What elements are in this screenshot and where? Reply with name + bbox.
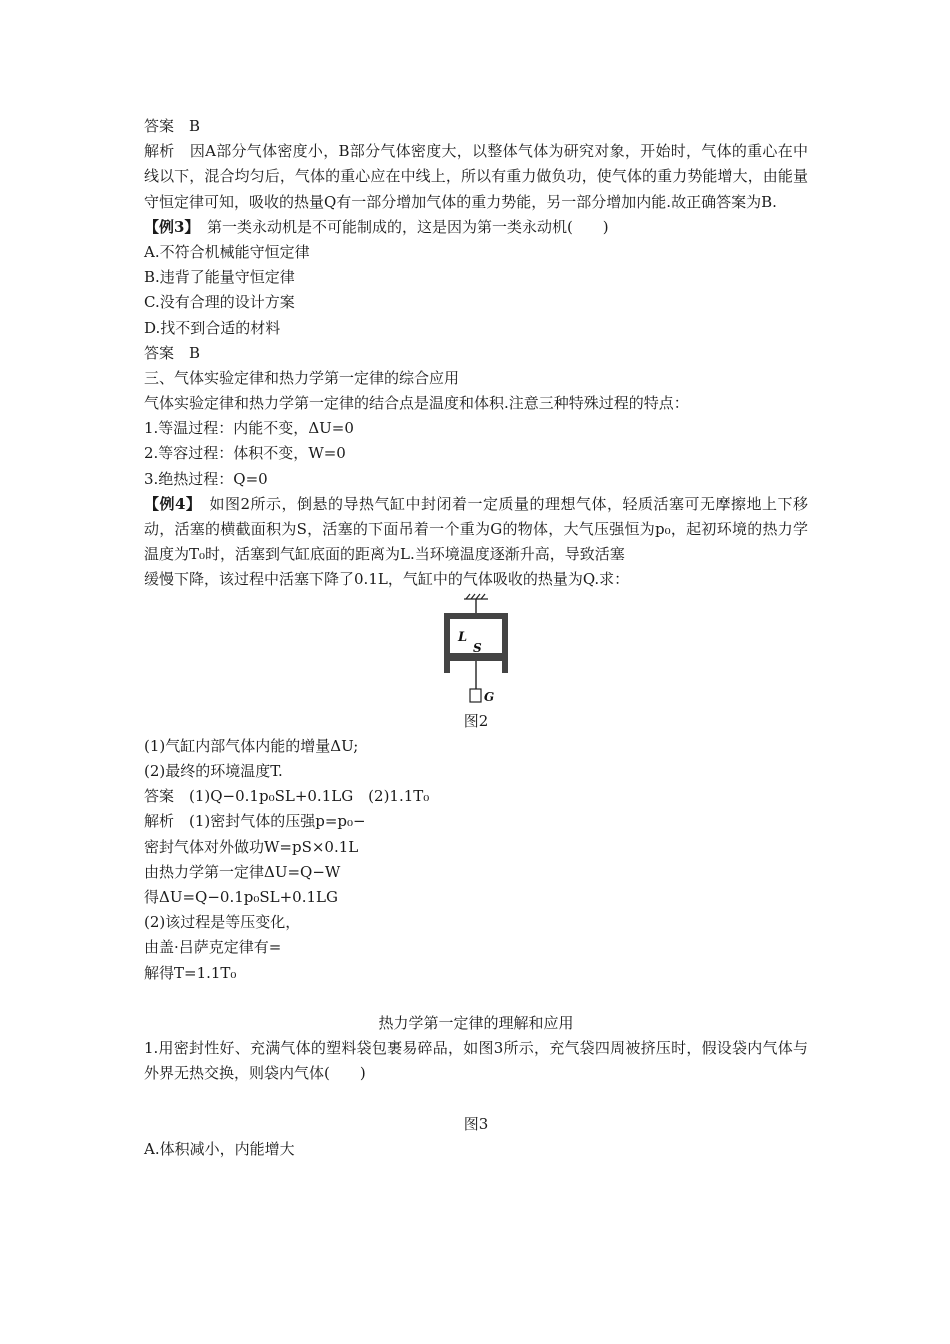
solution-line-3: 由热力学第一定律ΔU=Q−W — [144, 862, 341, 881]
label-g: G — [484, 689, 495, 704]
section-title: 热力学第一定律的理解和应用 — [378, 1013, 574, 1032]
solution-line-7: 解得T=1.1T₀ — [144, 963, 237, 982]
sub-question-1: (1)气缸内部气体内能的增量ΔU; — [144, 736, 359, 755]
process-item-1: 1.等温过程：内能不变，ΔU=0 — [144, 419, 354, 438]
analysis-paragraph: 解析 因A部分气体密度小，B部分气体密度大，以整体气体为研究对象，开始时，气体的重心在中线以下，混合均匀后，气体的重心应在中线上，所以有重力做负功，使气体的重力势能增大，由能量守恒定律可知，吸收的热量Q有一部分增加气体的重力势能，另一部分增加内能.故正确答案为B. — [144, 142, 808, 211]
solution-line-6: 由盖·吕萨克定律有= — [144, 938, 282, 957]
ceiling-hatch — [464, 594, 488, 599]
example-4-tag: 【例4】 — [144, 494, 194, 513]
solution-line-2: 密封气体对外做功W=pS×0.1L — [144, 837, 359, 856]
label-l: L — [458, 629, 468, 645]
option-b: B.违背了能量守恒定律 — [144, 268, 295, 287]
label-s: S — [473, 640, 482, 655]
cylinder-figure — [436, 593, 516, 709]
solution-line-1: 解析 (1)密封气体的压强p=p₀− — [144, 812, 366, 831]
example-4-text: 如图2所示，倒悬的导热气缸中封闭着一定质量的理想气体，轻质活塞可无摩擦地上下移动，活塞的横截面积为S，活塞的下面吊着一个重为G的物体，大气压强恒为p₀，起初环境的热力学温度为T₀时，活塞到气缸底面的距离为L.当环境温度逐渐升高，导致活塞 — [144, 494, 808, 564]
process-item-2: 2.等容过程：体积不变，W=0 — [144, 444, 346, 463]
solution-line-4: 得ΔU=Q−0.1p₀SL+0.1LG — [144, 887, 338, 906]
document-page — [144, 114, 808, 1162]
option-d: D.找不到合适的材料 — [144, 318, 281, 337]
option-a: A.不符合机械能守恒定律 — [144, 242, 310, 261]
example-3-answer: 答案 B — [144, 343, 201, 362]
sub-question-2: (2)最终的环境温度T. — [144, 762, 283, 781]
option-c: C.没有合理的设计方案 — [144, 293, 295, 312]
answer-line: 答案 B — [144, 117, 201, 135]
question-1-option-a: A.体积减小，内能增大 — [144, 1139, 295, 1158]
section-intro: 气体实验定律和热力学第一定律的结合点是温度和体积.注意三种特殊过程的特点： — [144, 394, 689, 413]
example-4-question-cont: 缓慢下降，该过程中活塞下降了0.1L，气缸中的气体吸收的热量为Q.求： — [144, 570, 630, 589]
example-4-question — [144, 492, 808, 568]
example-3-tag: 【例3】 — [144, 217, 192, 236]
example-3-text: 第一类永动机是不可能制成的，这是因为第一类永动机( ) — [191, 217, 609, 236]
example-3-question — [144, 215, 808, 240]
example-4-answer: 答案 (1)Q−0.1p₀SL+0.1LG (2)1.1T₀ — [144, 787, 430, 806]
process-item-3: 3.绝热过程：Q=0 — [144, 469, 268, 488]
figure-2-caption: 图2 — [463, 711, 489, 730]
figure-3-caption: 图3 — [463, 1114, 489, 1133]
question-1: 1.用密封性好、充满气体的塑料袋包裹易碎品，如图3所示，充气袋四周被挤压时，假设袋内气体与外界无热交换，则袋内气体( ) — [144, 1039, 808, 1083]
section-heading: 三、气体实验定律和热力学第一定律的综合应用 — [144, 368, 460, 387]
solution-line-5: (2)该过程是等压变化， — [144, 913, 301, 932]
weight-block — [470, 689, 481, 702]
